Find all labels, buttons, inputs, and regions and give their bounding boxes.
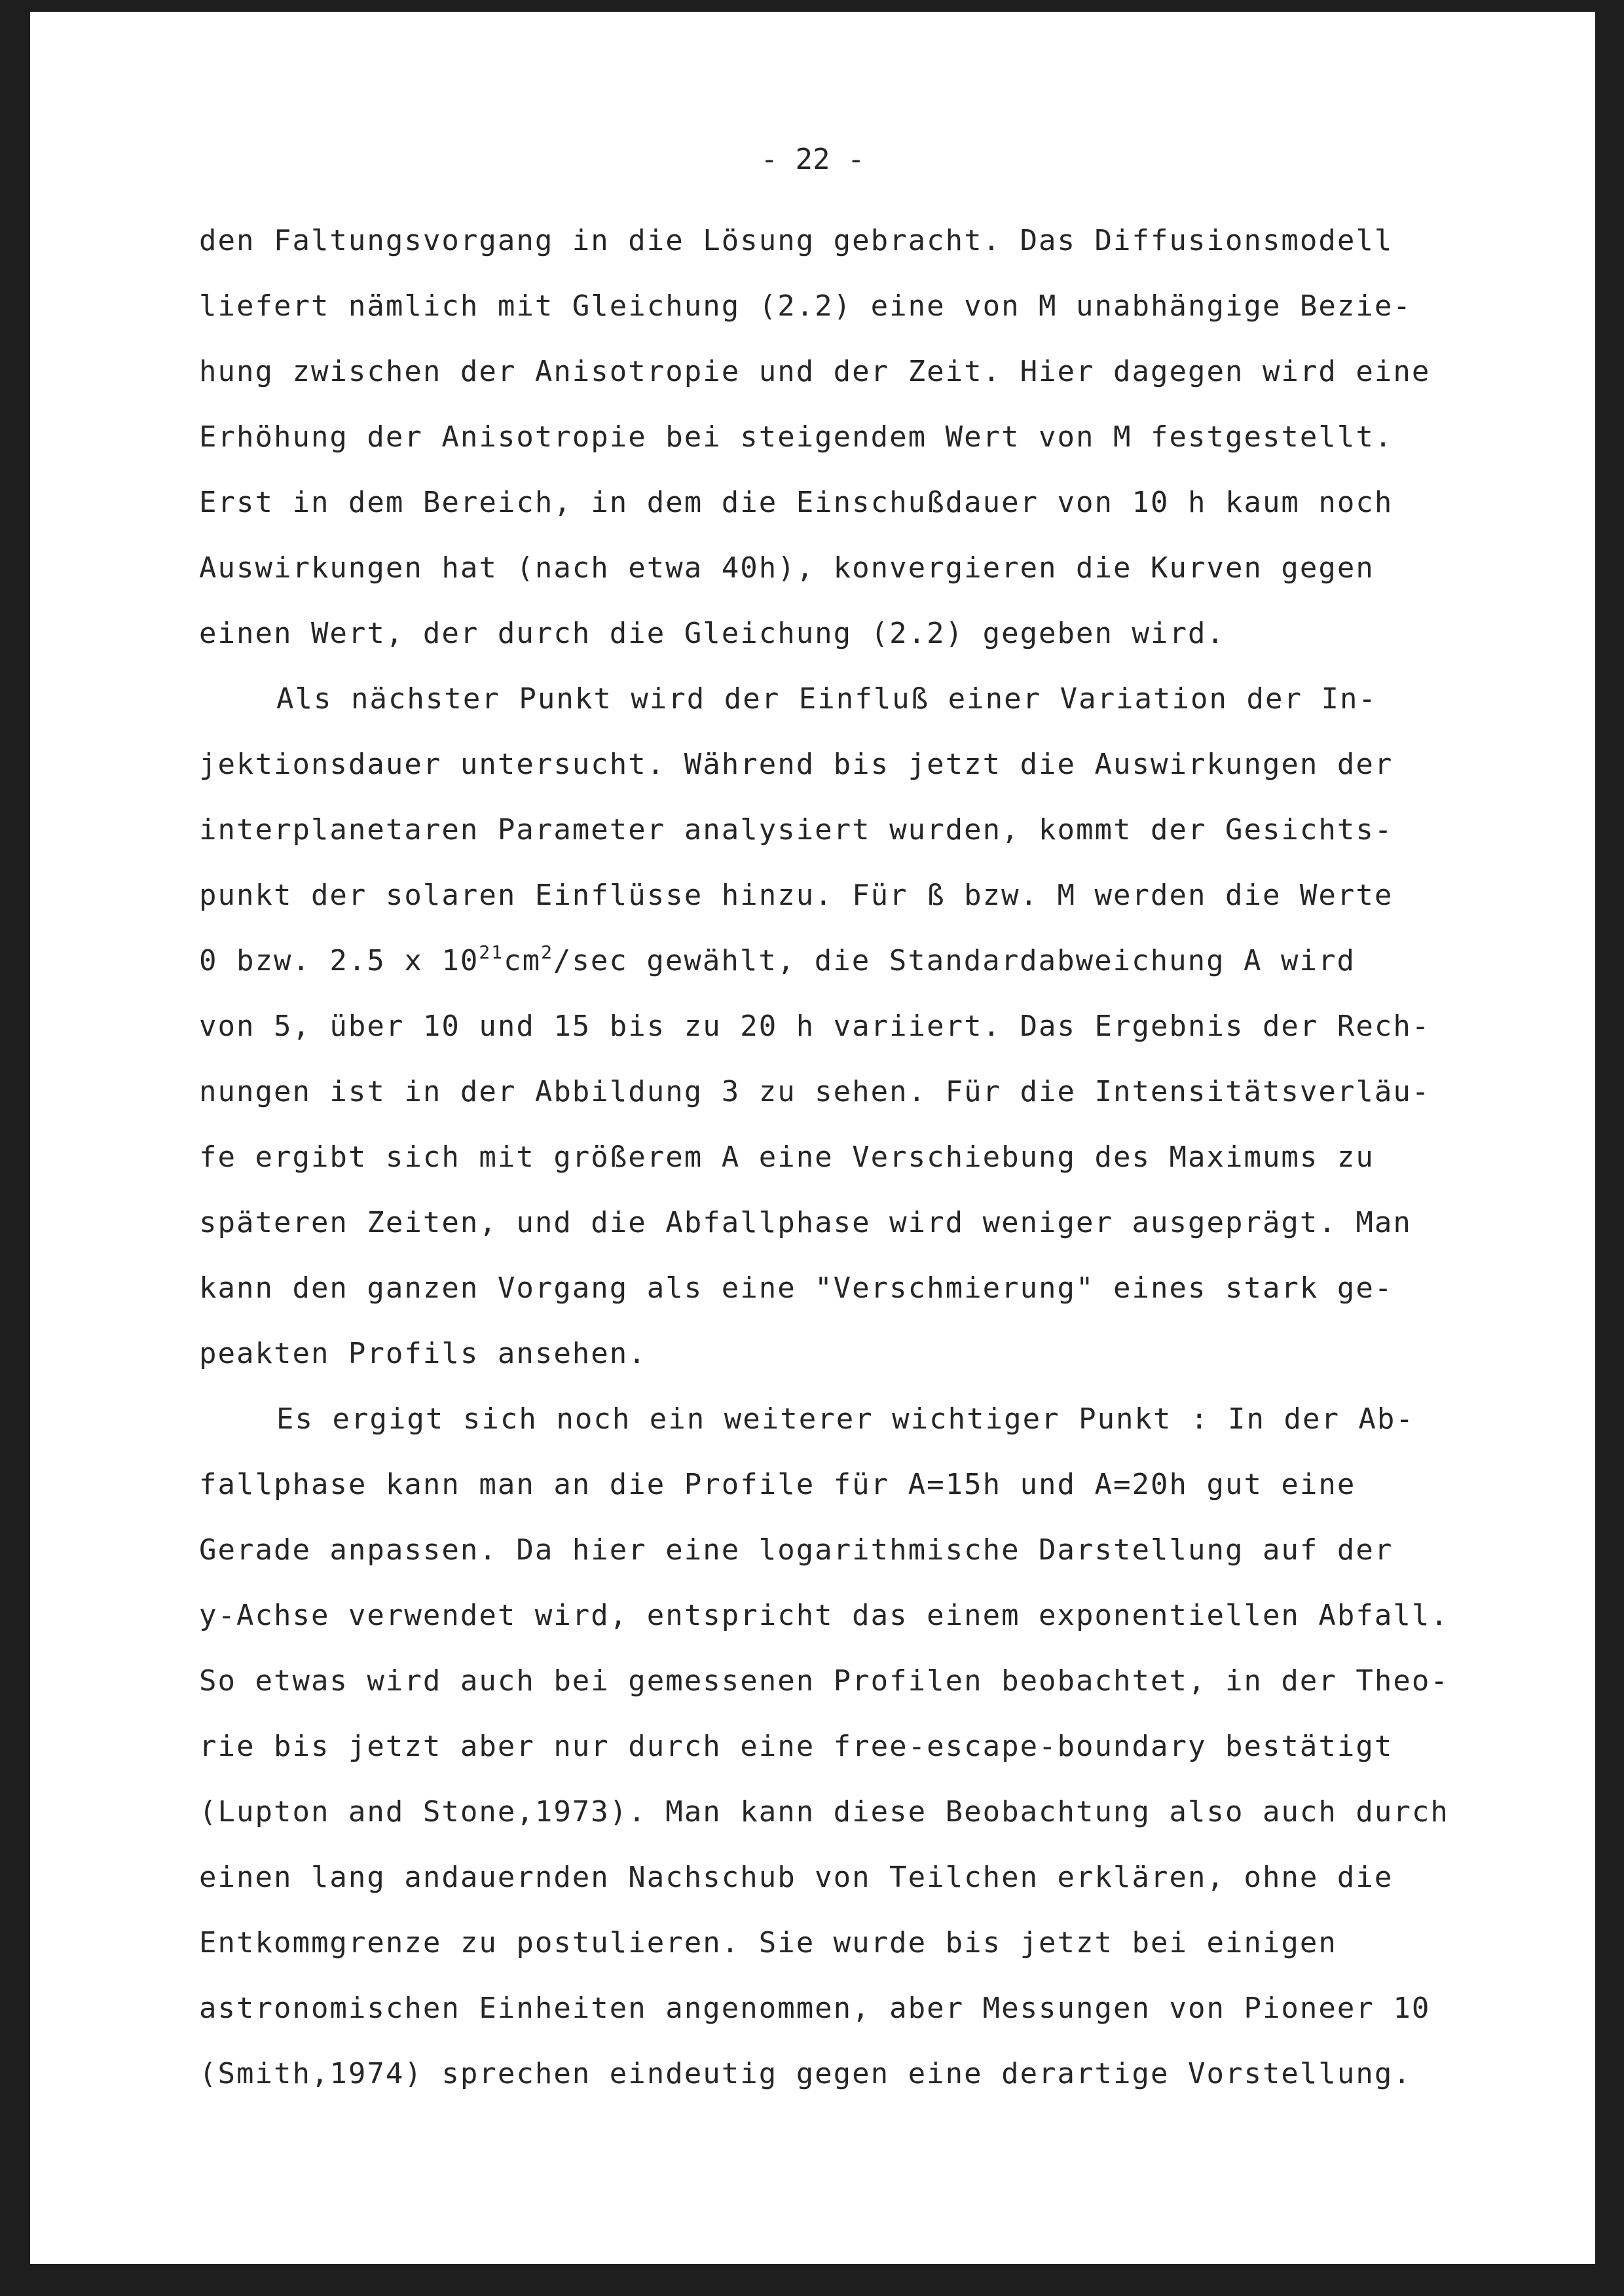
text-line: fallphase kann man an die Profile für A=15h und A=20h gut eine [199,1468,1356,1501]
formula-text: /sec gewählt, die Standardabweichung A wird [553,944,1356,977]
exponent: 21 [479,941,504,963]
text-line: rie bis jetzt aber nur durch eine free-escape-boundary bestätigt [199,1730,1393,1763]
text-line: y-Achse verwendet wird, entspricht das einem exponentiellen Abfall. [199,1599,1449,1632]
text-line: von 5, über 10 und 15 bis zu 20 h variiert. Das Ergebnis der Rech- [199,1010,1431,1043]
exponent: 2 [541,941,553,963]
text-line: interplanetaren Parameter analysiert wurden, kommt der Gesichts- [199,813,1393,847]
text-line: Entkommgrenze zu postulieren. Sie wurde bis jetzt bei einigen [199,1926,1337,1959]
text-line: (Smith,1974) sprechen eindeutig gegen eine derartige Vorstellung. [199,2057,1412,2090]
formula-line [199,941,1356,981]
text-line: (Lupton and Stone,1973). Man kann diese Beobachtung also auch durch [199,1795,1449,1829]
document-page [30,12,1595,2264]
text-line: den Faltungsvorgang in die Lösung gebracht. Das Diffusionsmodell [199,224,1393,257]
text-line: Erst in dem Bereich, in dem die Einschußdauer von 10 h kaum noch [199,486,1393,519]
text-line: späteren Zeiten, und die Abfallphase wird weniger ausgeprägt. Man [199,1206,1412,1239]
text-line: Als nächster Punkt wird der Einfluß einer Variation der In- [276,682,1377,716]
text-line: jektionsdauer untersucht. Während bis jetzt die Auswirkungen der [199,748,1393,781]
text-line: kann den ganzen Vorgang als eine "Verschmierung" eines stark ge- [199,1271,1393,1305]
text-line: Es ergigt sich noch ein weiterer wichtiger Punkt : In der Ab- [276,1402,1414,1436]
text-line: punkt der solaren Einflüsse hinzu. Für ß bzw. M werden die Werte [199,879,1393,912]
text-line: einen Wert, der durch die Gleichung (2.2) gegeben wird. [199,617,1225,650]
formula-text: cm [504,944,542,977]
formula-text: 0 bzw. 2.5 x 10 [199,944,479,977]
text-line: astronomischen Einheiten angenommen, aber Messungen von Pioneer 10 [199,1992,1431,2025]
text-line: So etwas wird auch bei gemessenen Profilen beobachtet, in der Theo- [199,1664,1449,1698]
text-line: Gerade anpassen. Da hier eine logarithmische Darstellung auf der [199,1533,1393,1567]
text-line: einen lang andauernden Nachschub von Teilchen erklären, ohne die [199,1861,1393,1894]
text-line: hung zwischen der Anisotropie und der Zeit. Hier dagegen wird eine [199,355,1431,388]
text-line: Erhöhung der Anisotropie bei steigendem Wert von M festgestellt. [199,420,1393,454]
text-line: fe ergibt sich mit größerem A eine Verschiebung des Maximums zu [199,1140,1375,1174]
text-line: liefert nämlich mit Gleichung (2.2) eine von M unabhängige Bezie- [199,289,1412,323]
text-line: peakten Profils ansehen. [199,1337,647,1370]
text-line: Auswirkungen hat (nach etwa 40h), konvergieren die Kurven gegen [199,551,1375,585]
text-line: nungen ist in der Abbildung 3 zu sehen. Für die Intensitätsverläu- [199,1075,1431,1108]
page-number: - 22 - [760,143,865,176]
